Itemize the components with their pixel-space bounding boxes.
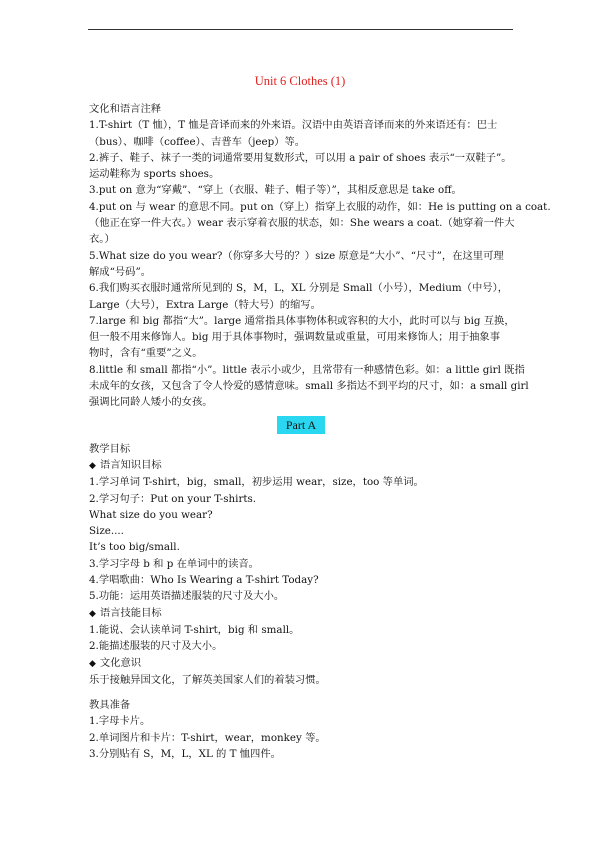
note-line: 运动鞋称为 sports shoes。	[89, 168, 220, 181]
note-line: Large（大号），Extra Large（特大号）的缩写。	[89, 298, 321, 311]
objective-line: 2.学习句子：Put on your T-shirts.	[89, 492, 257, 505]
objective-line: 3.学习字母 b 和 p 在单词中的读音。	[89, 557, 259, 570]
subheading-knowledge: ◆ 语言知识目标	[89, 458, 162, 471]
objective-line: 2.能描述服装的尺寸及大小。	[89, 640, 223, 653]
note-line: 6.我们购买衣服时通常所见到的 S，M，L，XL 分别是 Small（小号），Medium（中号），	[89, 282, 509, 295]
objective-line: What size do you wear?	[89, 508, 213, 521]
note-line: 2.裤子、鞋子、袜子一类的词通常要用复数形式，可以用 a pair of shoes 表示“一双鞋子”。	[89, 151, 512, 164]
note-line: 物时，含有“重要”之义。	[89, 347, 203, 360]
diamond-bullet-icon: ◆	[89, 608, 96, 619]
material-line: 1.字母卡片。	[89, 715, 151, 728]
subheading-skills: ◆ 语言技能目标	[89, 606, 162, 619]
diamond-bullet-icon: ◆	[89, 658, 96, 669]
note-line: 7.large 和 big 都指“大”。large 通常指具体事物体积或容积的大小，此时可以与 big 互换，	[89, 314, 515, 327]
part-a-banner	[89, 411, 513, 441]
objective-line: 5.功能：运用英语描述服装的尺寸及大小。	[89, 590, 285, 603]
notes-list	[89, 117, 551, 410]
objective-line: Size....	[89, 525, 124, 538]
note-line: 未成年的女孩，又包含了令人怜爱的感情意味。small 多指达不到平均的尺寸，如：a small girl	[89, 380, 529, 393]
spacer	[89, 688, 513, 697]
note-line: 3.put on 意为“穿戴”、“穿上（衣服、鞋子、帽子等）”，其相反意思是 take off。	[89, 184, 462, 197]
note-line: 衣。）	[89, 233, 115, 246]
note-line: （他正在穿一件大衣。）wear 表示穿着衣服的状态，如：She wears a coat.（她穿着一件大	[89, 217, 515, 230]
document-body	[89, 101, 551, 762]
note-line: 5.What size do you wear?（你穿多大号的？）size 原意是“大小”、“尺寸”，在这里可理	[89, 249, 504, 262]
objective-line: 1.学习单词 T-shirt，big，small，初步运用 wear，size，too 等单词。	[89, 476, 424, 489]
diamond-bullet-icon: ◆	[89, 460, 96, 471]
note-line: 4.put on 与 wear 的意思不同。put on（穿上）指穿上衣服的动作，如：He is putting on a coat.	[89, 200, 551, 213]
note-line: （bus）、咖啡（coffee）、吉普车（jeep）等。	[89, 135, 306, 148]
objective-line: 乐于接触异国文化，了解英美国家人们的着装习惯。	[89, 673, 326, 686]
objective-line: 1.能说、会认读单词 T-shirt，big 和 small。	[89, 623, 300, 636]
part-a-label: Part A	[277, 416, 325, 434]
subheading-culture: ◆ 文化意识	[89, 656, 142, 669]
header-rule	[88, 29, 513, 30]
note-line: 8.little 和 small 都指“小”。little 表示小或少，且常带有一种感情色彩。如：a little girl 既指	[89, 363, 525, 376]
section-heading-objectives: 教学目标	[89, 442, 131, 455]
note-line: 1.T-shirt（T 恤），T 恤是音译而来的外来语。汉语中由英语音译而来的外来语还有：巴士	[89, 119, 498, 132]
note-line: 强调比同龄人矮小的女孩。	[89, 396, 213, 409]
section-heading-notes: 文化和语言注释	[89, 103, 162, 115]
objective-line: It’s too big/small.	[89, 541, 180, 554]
objective-line: 4.学唱歌曲：Who Is Wearing a T-shirt Today?	[89, 574, 319, 587]
note-line: 但一般不用来修饰人。big 用于具体事物时，强调数量或重量，可用来修饰人；用于抽象事	[89, 331, 501, 344]
note-line: 解成“号码”。	[89, 265, 152, 278]
document-title: Unit 6 Clothes (1)	[254, 74, 346, 88]
material-line: 2.单词图片和卡片：T-shirt，wear，monkey 等。	[89, 731, 326, 744]
section-heading-materials: 教具准备	[89, 699, 131, 712]
material-line: 3.分别贴有 S，M，L，XL 的 T 恤四件。	[89, 747, 281, 760]
